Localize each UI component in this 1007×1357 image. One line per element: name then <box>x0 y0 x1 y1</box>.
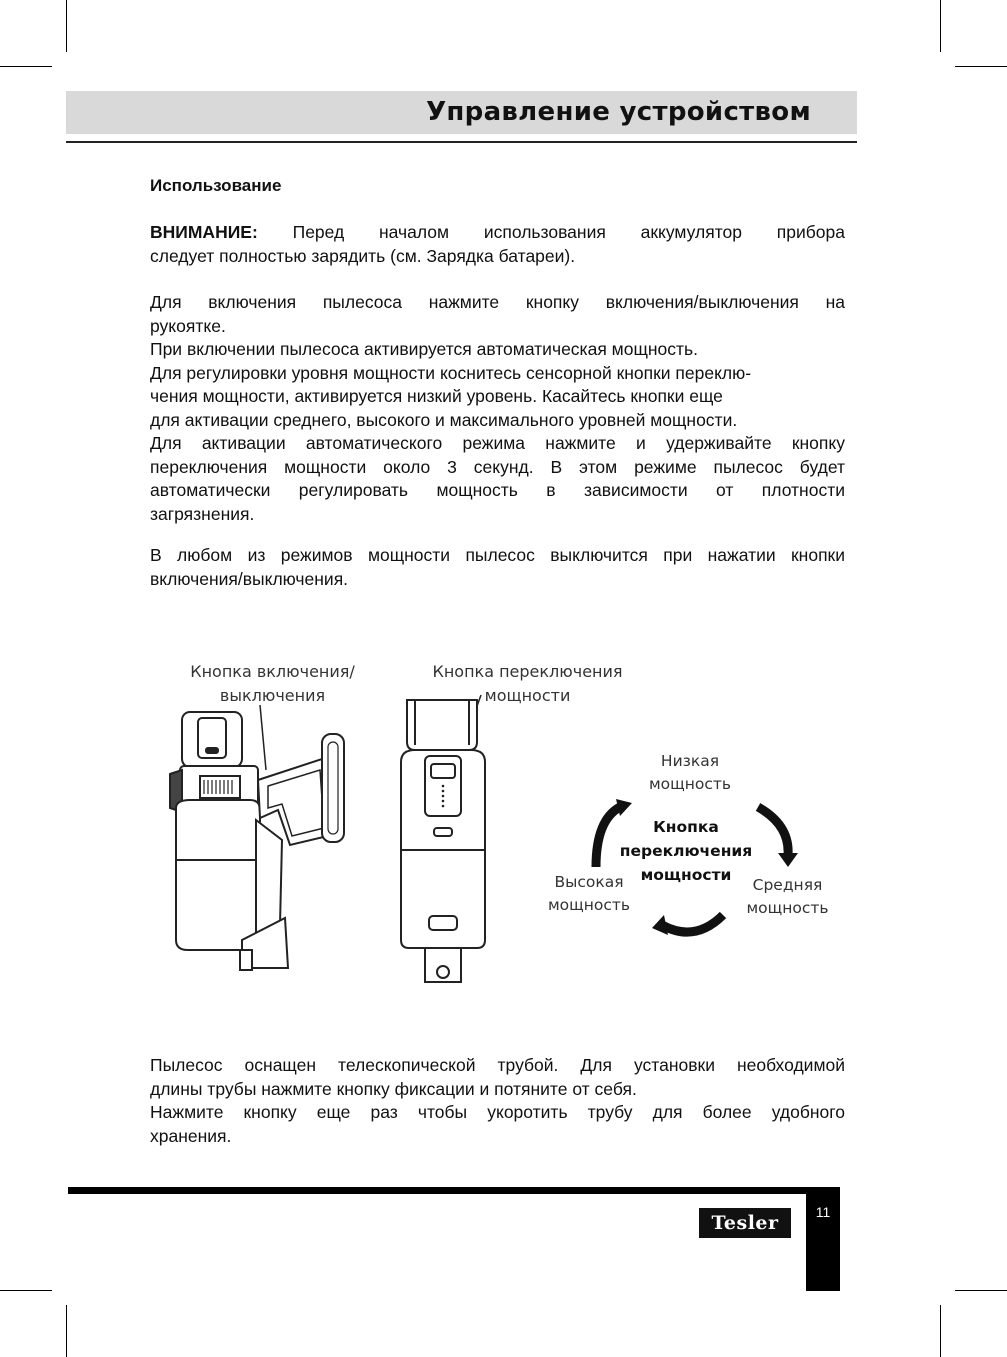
cycle-line: мощность <box>746 899 829 917</box>
page-number: 11 <box>815 1204 831 1220</box>
crop-mark <box>0 66 52 67</box>
text-line: чения мощности, активируется низкий уровень. Касайтесь кнопки еще <box>150 386 723 406</box>
text-line: для активации среднего, высокого и максимального уровней мощности. <box>150 409 738 430</box>
text-line: рукоятке. <box>150 315 226 336</box>
text-line: хранения. <box>150 1125 232 1146</box>
callout-line: мощности <box>484 686 571 705</box>
crop-mark <box>955 1290 1007 1291</box>
crop-mark <box>66 1305 67 1357</box>
cycle-line: мощность <box>648 775 732 793</box>
cycle-line: мощность <box>547 896 631 914</box>
header-rule <box>66 141 857 143</box>
vacuum-front-view-illustration <box>395 690 505 990</box>
crop-mark <box>66 0 67 52</box>
text-line: автоматически регулировать мощность в зависимости от плотности <box>150 480 845 500</box>
callout-line: Кнопка переключения <box>432 662 623 681</box>
cycle-line: переключения <box>619 842 753 860</box>
crop-mark <box>940 1305 941 1357</box>
text-line: Для включения пылесоса нажмите кнопку включения/выключения на <box>150 292 845 312</box>
attention-line-2: следует полностью зарядить (см. Зарядка батареи). <box>150 245 576 266</box>
vacuum-side-view-illustration <box>160 700 360 980</box>
footer-rule <box>68 1187 840 1194</box>
cycle-center-label <box>616 815 756 887</box>
telescopic-tube-paragraph <box>150 1054 845 1148</box>
cycle-line: Средняя <box>752 876 823 894</box>
attention-text: Перед началом использования аккумулятор прибора <box>292 222 845 242</box>
cycle-line: Высокая <box>554 873 624 891</box>
shutdown-paragraph <box>150 544 845 591</box>
text-line: Для активации автоматического режима нажмите и удерживайте кнопку <box>150 433 845 453</box>
text-line: загрязнения. <box>150 503 255 524</box>
crop-mark <box>940 0 941 52</box>
text-line: Нажмите кнопку еще раз чтобы укоротить трубу для более удобного <box>150 1102 845 1122</box>
usage-paragraph <box>150 291 845 526</box>
cycle-label-low <box>630 750 750 796</box>
page-title: Управление устройством <box>426 97 811 127</box>
crop-mark <box>955 66 1007 67</box>
text-line: включения/выключения. <box>150 568 349 589</box>
logo-trademark-mark <box>782 1232 786 1236</box>
text-line: длины трубы нажмите кнопку фиксации и потяните от себя. <box>150 1078 637 1099</box>
callout-line: Кнопка включения/ <box>190 662 355 681</box>
attention-label: ВНИМАНИЕ: <box>150 222 258 242</box>
cycle-line: мощности <box>640 866 732 884</box>
arrow-medium-to-high <box>662 915 723 932</box>
tesler-logo: Tesler <box>699 1208 791 1238</box>
text-line: переключения мощности около 3 секунд. В этом режиме пылесос будет <box>150 456 845 477</box>
section-title: Использование <box>150 176 282 195</box>
text-line: Для регулировки уровня мощности коснитесь сенсорной кнопки переклю- <box>150 362 752 383</box>
header-band <box>66 91 857 134</box>
crop-mark <box>0 1290 52 1291</box>
attention-line-1 <box>150 221 845 245</box>
cycle-line: Низкая <box>660 752 720 770</box>
arrow-low-to-medium <box>758 807 788 855</box>
text-line: При включении пылесоса активируется автоматическая мощность. <box>150 339 698 359</box>
text-line: В любом из режимов мощности пылесос выключится при нажатии кнопки <box>150 545 845 565</box>
cycle-line: Кнопка <box>653 818 719 836</box>
page-number-tab <box>806 1187 840 1291</box>
attention-paragraph <box>150 221 845 268</box>
text-line: Пылесос оснащен телескопической трубой. Для установки необходимой <box>150 1055 845 1075</box>
callout-line: выключения <box>219 686 326 705</box>
